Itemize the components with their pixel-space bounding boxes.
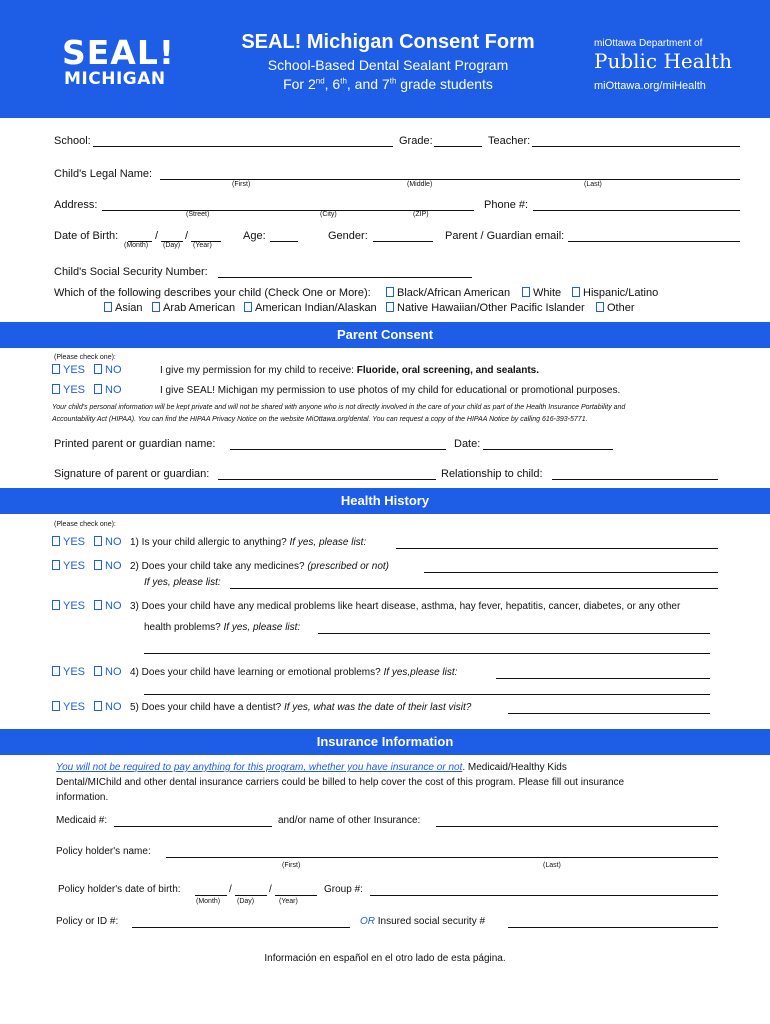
year-caption: (Year)	[193, 242, 212, 249]
dept-name-line: miOttawa Department of	[594, 38, 703, 49]
dob-label: Date of Birth:	[54, 230, 119, 242]
date-field[interactable]	[483, 449, 613, 450]
q4-yes-option[interactable]: YES	[52, 666, 85, 678]
grades-line: For 2nd, 6th, and 7th grade students	[283, 76, 493, 92]
q2-note: If yes, please list:	[144, 577, 221, 588]
checkbox-icon[interactable]	[572, 287, 580, 297]
holder-dob-day-field[interactable]	[235, 895, 267, 896]
checkbox-icon[interactable]	[104, 302, 112, 312]
holder-day-caption: (Day)	[237, 898, 255, 905]
checkbox-icon[interactable]	[52, 600, 60, 610]
checkbox-icon[interactable]	[52, 560, 60, 570]
consent1-no-option[interactable]: NO	[94, 364, 122, 376]
first-caption: (First)	[232, 181, 251, 188]
checkbox-icon[interactable]	[596, 302, 604, 312]
q3-no-option[interactable]: NO	[94, 600, 122, 612]
dept-url: miOttawa.org/miHealth	[594, 80, 706, 92]
seal-logo-subtext: MICHIGAN	[64, 69, 166, 89]
insured-ssn-label: OR Insured social security #	[360, 916, 486, 927]
relationship-label: Relationship to child:	[441, 468, 543, 480]
dob-slash: /	[229, 884, 232, 895]
consent2-yes-option[interactable]: YES	[52, 384, 85, 396]
eth-arab-option[interactable]: Arab American	[152, 302, 235, 314]
parent-consent-bar: Parent Consent	[0, 322, 770, 348]
grade-label: Grade:	[399, 135, 433, 147]
policy-field[interactable]	[132, 927, 350, 928]
eth-other-option[interactable]: Other	[596, 302, 635, 314]
holder-dob-year-field[interactable]	[275, 895, 317, 896]
dob-slash: /	[155, 230, 159, 242]
checkbox-icon[interactable]	[244, 302, 252, 312]
dept-logo-text: Public Health	[594, 49, 733, 73]
q2-field-2[interactable]	[230, 588, 718, 589]
checkbox-icon[interactable]	[52, 701, 60, 711]
holder-name-field[interactable]	[166, 857, 718, 858]
email-label: Parent / Guardian email:	[445, 230, 565, 242]
signature-label: Signature of parent or guardian:	[54, 468, 210, 480]
group-field[interactable]	[370, 895, 718, 896]
eth-hispanic-option[interactable]: Hispanic/Latino	[572, 287, 658, 299]
checkbox-icon[interactable]	[94, 536, 102, 546]
q2-text: 2) Does your child take any medicines? (prescribed or not)	[130, 561, 390, 572]
q4-text: 4) Does your child have learning or emotional problems? If yes,please list:	[130, 667, 458, 678]
phone-field[interactable]	[533, 210, 740, 211]
teacher-label: Teacher:	[488, 135, 531, 147]
q3-field-2[interactable]	[144, 653, 710, 654]
q1-text: 1) Is your child allergic to anything? If yes, please list:	[130, 537, 367, 548]
phone-label: Phone #:	[484, 199, 529, 211]
eth-native-american-option[interactable]: American Indian/Alaskan	[244, 302, 377, 314]
address-label: Address:	[54, 199, 98, 211]
checkbox-icon[interactable]	[52, 666, 60, 676]
group-label: Group #:	[324, 884, 363, 895]
eth-asian-option[interactable]: Asian	[104, 302, 143, 314]
q1-no-option[interactable]: NO	[94, 536, 122, 548]
q3-yes-option[interactable]: YES	[52, 600, 85, 612]
policy-label: Policy or ID #:	[56, 916, 119, 927]
q5-text: 5) Does your child have a dentist? If yes, what was the date of their last visit?	[130, 702, 472, 713]
holder-dob-month-field[interactable]	[195, 895, 227, 896]
city-caption: (City)	[320, 211, 337, 218]
holder-name-label: Policy holder's name:	[56, 846, 151, 857]
consent2-text: I give SEAL! Michigan my permission to use photos of my child for educational or promotional purposes.	[160, 385, 621, 396]
q3-text: 3) Does your child have any medical problems like heart disease, asthma, hay fever, hepatitis, cancer, diabetes, or any other	[130, 601, 681, 612]
holder-dob-label: Policy holder's date of birth:	[58, 884, 181, 895]
medicaid-field[interactable]	[114, 826, 272, 827]
q5-yes-option[interactable]: YES	[52, 701, 85, 713]
gender-label: Gender:	[328, 230, 368, 242]
relationship-field[interactable]	[552, 479, 718, 480]
eth-black-option[interactable]: Black/African American	[386, 287, 510, 299]
other-insurance-field[interactable]	[436, 826, 718, 827]
checkbox-icon[interactable]	[386, 287, 394, 297]
checkbox-icon[interactable]	[52, 384, 60, 394]
email-field[interactable]	[568, 241, 740, 242]
dob-slash: /	[185, 230, 189, 242]
grade-field[interactable]	[434, 146, 482, 147]
insurance-intro-line2: Dental/MIChild and other dental insurance carriers could be billed to help cover the cost of this program. Please fill out insurance	[56, 777, 625, 788]
q3-field[interactable]	[318, 633, 710, 634]
dob-slash: /	[269, 884, 272, 895]
ssn-field[interactable]	[218, 277, 472, 278]
insurance-intro-line3: information.	[56, 792, 109, 803]
checkbox-icon[interactable]	[52, 364, 60, 374]
other-insurance-label: and/or name of other Insurance:	[278, 815, 421, 826]
insurance-bar: Insurance Information	[0, 729, 770, 755]
ssn-label: Child's Social Security Number:	[54, 266, 208, 278]
ethnicity-question: Which of the following describes your child (Check One or More):	[54, 287, 371, 299]
q4-no-option[interactable]: NO	[94, 666, 122, 678]
holder-year-caption: (Year)	[279, 898, 298, 905]
checkbox-icon[interactable]	[94, 600, 102, 610]
consent1-text: I give my permission for my child to receive: Fluoride, oral screening, and sealants.	[160, 365, 540, 376]
age-field[interactable]	[270, 241, 298, 242]
street-caption: (Street)	[186, 211, 210, 218]
checkbox-icon[interactable]	[94, 701, 102, 711]
child-name-label: Child's Legal Name:	[54, 168, 153, 180]
page-title: SEAL! Michigan Consent Form	[241, 31, 535, 53]
seal-logo-text: SEAL!	[62, 33, 175, 72]
signature-field[interactable]	[218, 479, 436, 480]
month-caption: (Month)	[124, 242, 149, 249]
q5-field[interactable]	[508, 713, 710, 714]
gender-field[interactable]	[373, 241, 433, 242]
header-banner	[0, 0, 770, 118]
checkbox-icon[interactable]	[94, 384, 102, 394]
date-label: Date:	[454, 438, 481, 450]
checkbox-icon[interactable]	[94, 666, 102, 676]
health-history-bar: Health History	[0, 488, 770, 514]
q1-field[interactable]	[396, 548, 718, 549]
checkbox-icon[interactable]	[94, 364, 102, 374]
consent1-yes-option[interactable]: YES	[52, 364, 85, 376]
q2-field[interactable]	[424, 572, 718, 573]
checkbox-icon[interactable]	[94, 560, 102, 570]
checkbox-icon[interactable]	[152, 302, 160, 312]
eth-hawaiian-option[interactable]: Native Hawaiian/Other Pacific Islander	[386, 302, 585, 314]
medicaid-label: Medicaid #:	[56, 815, 108, 826]
q4-field-2[interactable]	[144, 694, 710, 695]
privacy-line1: Your child's personal information will be kept private and will not be shared with anyone who is not directly involved in the care of your child as part of the Health Insurance Portability and	[52, 404, 626, 411]
q2-yes-option[interactable]: YES	[52, 560, 85, 572]
consent-check-one: (Please check one):	[54, 354, 116, 361]
eth-white-option[interactable]: White	[522, 287, 561, 299]
day-caption: (Day)	[163, 242, 181, 249]
middle-caption: (Middle)	[407, 181, 433, 188]
q4-field[interactable]	[496, 678, 710, 679]
q5-no-option[interactable]: NO	[94, 701, 122, 713]
q3-text-2: health problems? If yes, please list:	[144, 622, 301, 633]
checkbox-icon[interactable]	[386, 302, 394, 312]
school-label: School:	[54, 135, 91, 147]
spanish-note: Información en español en el otro lado de esta página.	[264, 953, 506, 964]
insured-ssn-field[interactable]	[508, 927, 718, 928]
holder-last-caption: (Last)	[543, 862, 561, 869]
consent2-no-option[interactable]: NO	[94, 384, 122, 396]
age-label: Age:	[243, 230, 266, 242]
q2-no-option[interactable]: NO	[94, 560, 122, 572]
holder-month-caption: (Month)	[196, 898, 221, 905]
health-check-one: (Please check one):	[54, 521, 116, 528]
privacy-line2: Accountability Act (HIPAA). You can find the HIPAA Privacy Notice on the website MiOttawa.org/dental. You can request a copy of the HIPAA Notice by calling 616-393-5771.	[52, 416, 588, 423]
checkbox-icon[interactable]	[522, 287, 530, 297]
insurance-intro-line1: You will not be required to pay anything for this program, whether you have insurance or not. Medicaid/Healthy Kids	[56, 762, 567, 773]
zip-caption: (ZIP)	[413, 211, 429, 218]
printed-name-label: Printed parent or guardian name:	[54, 438, 216, 450]
last-caption: (Last)	[584, 181, 602, 188]
page-subtitle: School-Based Dental Sealant Program	[267, 57, 509, 73]
child-name-field[interactable]	[160, 179, 740, 180]
q1-yes-option[interactable]: YES	[52, 536, 85, 548]
school-field[interactable]	[93, 146, 393, 147]
teacher-field[interactable]	[532, 146, 740, 147]
printed-name-field[interactable]	[230, 449, 446, 450]
checkbox-icon[interactable]	[52, 536, 60, 546]
holder-first-caption: (First)	[282, 862, 301, 869]
